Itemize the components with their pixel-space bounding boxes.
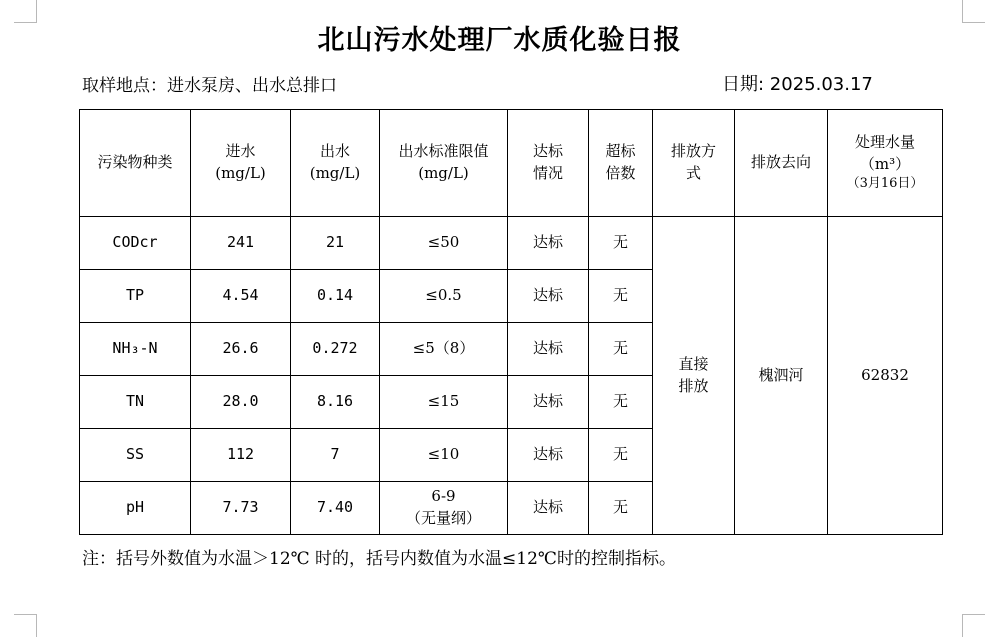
crop-mark-bottom-left xyxy=(14,614,37,637)
sampling-location: 取样地点：进水泵房、出水总排口 xyxy=(82,76,337,96)
discharge-method-line1: 直接 xyxy=(678,354,709,373)
header-discharge-method xyxy=(653,110,735,217)
limit-value: ≤50 xyxy=(380,217,508,270)
limit-value: 6-9 xyxy=(431,487,456,506)
pollutant-name: TP xyxy=(80,270,191,323)
influent-value: 28.0 xyxy=(191,376,291,429)
pollutant-name: TN xyxy=(80,376,191,429)
effluent-value: 7.40 xyxy=(291,482,380,535)
header-exceed-line2: 倍数 xyxy=(605,164,636,182)
header-influent-unit: (mg/L) xyxy=(215,164,266,182)
discharge-method xyxy=(653,217,735,535)
status-value: 达标 xyxy=(508,376,589,429)
header-status xyxy=(508,110,589,217)
effluent-value: 0.14 xyxy=(291,270,380,323)
header-exceed xyxy=(589,110,653,217)
header-volume-line1: 处理水量 xyxy=(854,132,915,151)
header-volume-line3: （3月16日） xyxy=(846,176,924,192)
table-header-row xyxy=(80,110,943,217)
limit-value: ≤10 xyxy=(380,429,508,482)
effluent-value: 21 xyxy=(291,217,380,270)
water-quality-table xyxy=(79,109,943,535)
header-status-line1: 达标 xyxy=(532,142,563,161)
limit-value: ≤0.5 xyxy=(380,270,508,323)
header-method-line1: 排放方 xyxy=(670,142,716,161)
limit-value: ≤5（8） xyxy=(380,323,508,376)
footnote: 注：括号外数值为水温＞12℃ 时的，括号内数值为水温≤12℃时的控制指标。 xyxy=(82,549,676,569)
pollutant-name: NH₃-N xyxy=(80,323,191,376)
pollutant-name: pH xyxy=(80,482,191,535)
influent-value: 241 xyxy=(191,217,291,270)
exceed-value: 无 xyxy=(589,323,653,376)
crop-mark-bottom-right xyxy=(962,614,985,637)
exceed-value: 无 xyxy=(589,482,653,535)
report-title: 北山污水处理厂水质化验日报 xyxy=(317,25,682,56)
discharge-method-line2: 排放 xyxy=(678,376,709,395)
status-value: 达标 xyxy=(508,270,589,323)
exceed-value: 无 xyxy=(589,429,653,482)
limit-value: ≤15 xyxy=(380,376,508,429)
header-effluent xyxy=(291,110,380,217)
header-limit-unit: (mg/L) xyxy=(418,164,469,182)
status-value: 达标 xyxy=(508,429,589,482)
limit-note: （无量纲） xyxy=(405,509,481,527)
header-influent xyxy=(191,110,291,217)
header-destination: 排放去向 xyxy=(735,110,828,217)
effluent-value: 0.272 xyxy=(291,323,380,376)
status-value: 达标 xyxy=(508,323,589,376)
table-row xyxy=(80,217,943,270)
report-date: 日期: 2025.03.17 xyxy=(722,74,873,95)
header-influent-label: 进水 xyxy=(225,142,256,161)
header-exceed-line1: 超标 xyxy=(605,142,636,161)
discharge-destination: 槐泗河 xyxy=(735,217,828,535)
status-value: 达标 xyxy=(508,482,589,535)
exceed-value: 无 xyxy=(589,217,653,270)
exceed-value: 无 xyxy=(589,270,653,323)
treated-volume: 62832 xyxy=(828,217,943,535)
status-value: 达标 xyxy=(508,217,589,270)
exceed-value: 无 xyxy=(589,376,653,429)
header-status-line2: 情况 xyxy=(532,164,563,182)
effluent-value: 8.16 xyxy=(291,376,380,429)
pollutant-name: SS xyxy=(80,429,191,482)
header-pollutant-type: 污染物种类 xyxy=(80,110,191,217)
header-treated-volume xyxy=(828,110,943,217)
header-method-line2: 式 xyxy=(685,164,701,182)
limit-value-cell xyxy=(380,482,508,535)
header-limit-label: 出水标准限值 xyxy=(398,142,489,161)
effluent-value: 7 xyxy=(291,429,380,482)
pollutant-name: CODcr xyxy=(80,217,191,270)
influent-value: 7.73 xyxy=(191,482,291,535)
header-limit xyxy=(380,110,508,217)
header-effluent-unit: (mg/L) xyxy=(309,164,361,182)
influent-value: 26.6 xyxy=(191,323,291,376)
influent-value: 4.54 xyxy=(191,270,291,323)
header-effluent-label: 出水 xyxy=(319,142,350,161)
influent-value: 112 xyxy=(191,429,291,482)
header-volume-line2: （m³） xyxy=(859,154,911,173)
